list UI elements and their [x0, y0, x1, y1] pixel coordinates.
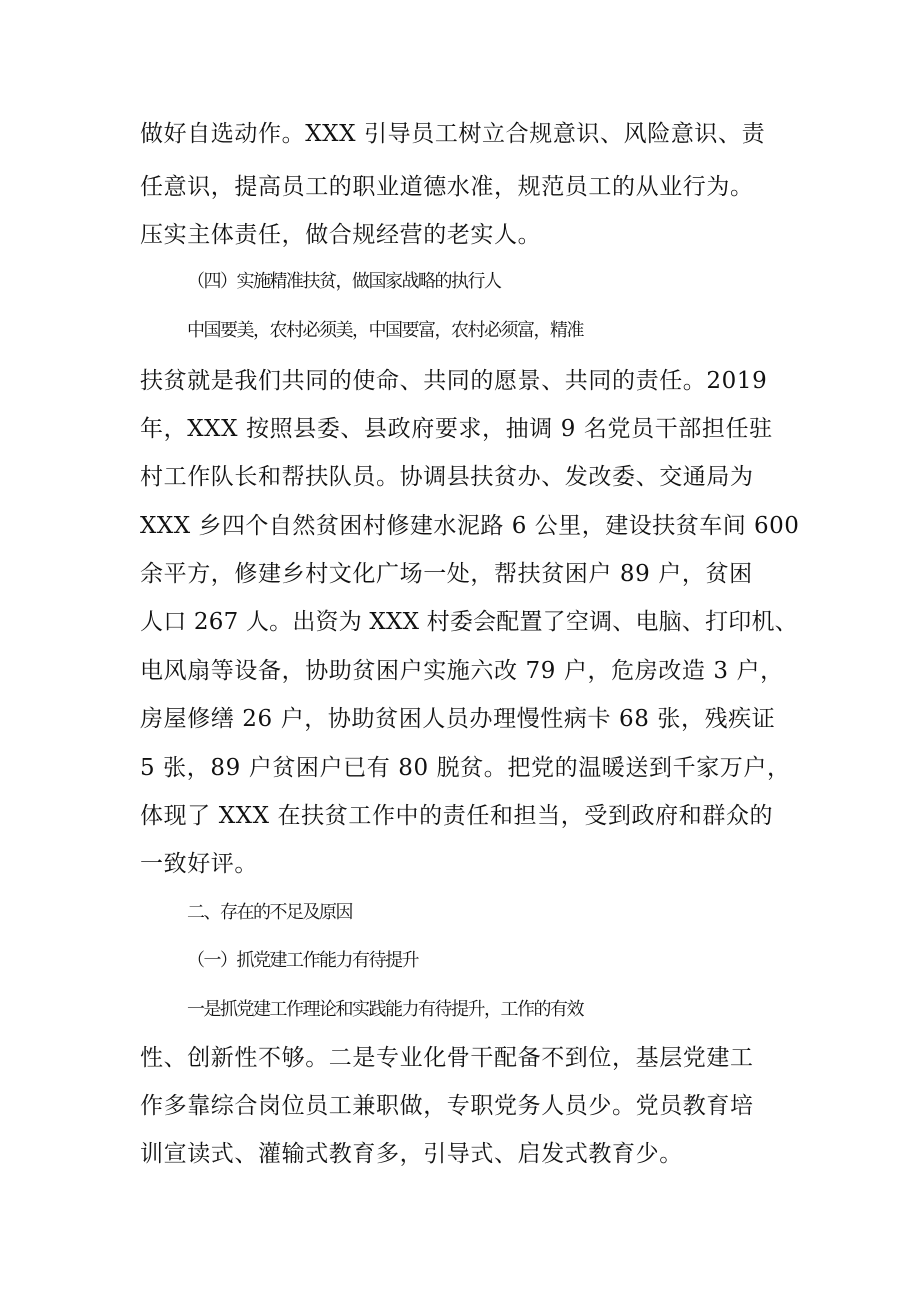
text-line: 中国要美，农村必须美，中国要富，农村必须富，精准: [187, 320, 583, 341]
section-heading: 二、存在的不足及原因: [187, 902, 352, 923]
text-line: 一致好评。: [140, 851, 258, 877]
text-line: 压实主体责任，做合规经营的老实人。: [140, 222, 542, 248]
text-line: 训宣读式、灌输式教育多，引导式、启发式教育少。: [140, 1141, 683, 1167]
text-line: 一是抓党建工作理论和实践能力有待提升，工作的有效: [187, 999, 583, 1020]
text-line: 作多靠综合岗位员工兼职做，专职党务人员少。党员教育培: [140, 1093, 754, 1119]
text-line: 余平方，修建乡村文化广场一处，帮扶贫困户 89 户，贫困: [140, 561, 753, 587]
text-line: 性、创新性不够。二是专业化骨干配备不到位，基层党建工: [140, 1045, 754, 1071]
text-line: 体现了 XXX 在扶贫工作中的责任和担当，受到政府和群众的: [140, 803, 774, 829]
text-line: XXX 乡四个自然贫困村修建水泥路 6 公里，建设扶贫车间 600: [140, 513, 800, 539]
section-heading: （四）实施精准扶贫，做国家战略的执行人: [187, 271, 501, 292]
text-line: 房屋修缮 26 户，协助贫困人员办理慢性病卡 68 张，残疾证: [140, 706, 776, 732]
subsection-heading: （一）抓党建工作能力有待提升: [187, 950, 418, 971]
text-line: 人口 267 人。出资为 XXX 村委会配置了空调、电脑、打印机、: [140, 609, 798, 635]
text-line: 5 张，89 户贫困户已有 80 脱贫。把党的温暖送到千家万户，: [140, 755, 791, 781]
text-line: 扶贫就是我们共同的使命、共同的愿景、共同的责任。2019: [140, 368, 768, 394]
text-line: 电风扇等设备，协助贫困户实施六改 79 户，危房改造 3 户，: [140, 658, 784, 684]
text-line: 年，XXX 按照县委、县政府要求，抽调 9 名党员干部担任驻: [140, 416, 773, 442]
text-line: 任意识，提高员工的职业道德水准，规范员工的从业行为。: [140, 174, 754, 200]
text-line: 做好自选动作。XXX 引导员工树立合规意识、风险意识、责: [140, 121, 766, 147]
text-line: 村工作队长和帮扶队员。协调县扶贫办、发改委、交通局为: [140, 464, 754, 490]
